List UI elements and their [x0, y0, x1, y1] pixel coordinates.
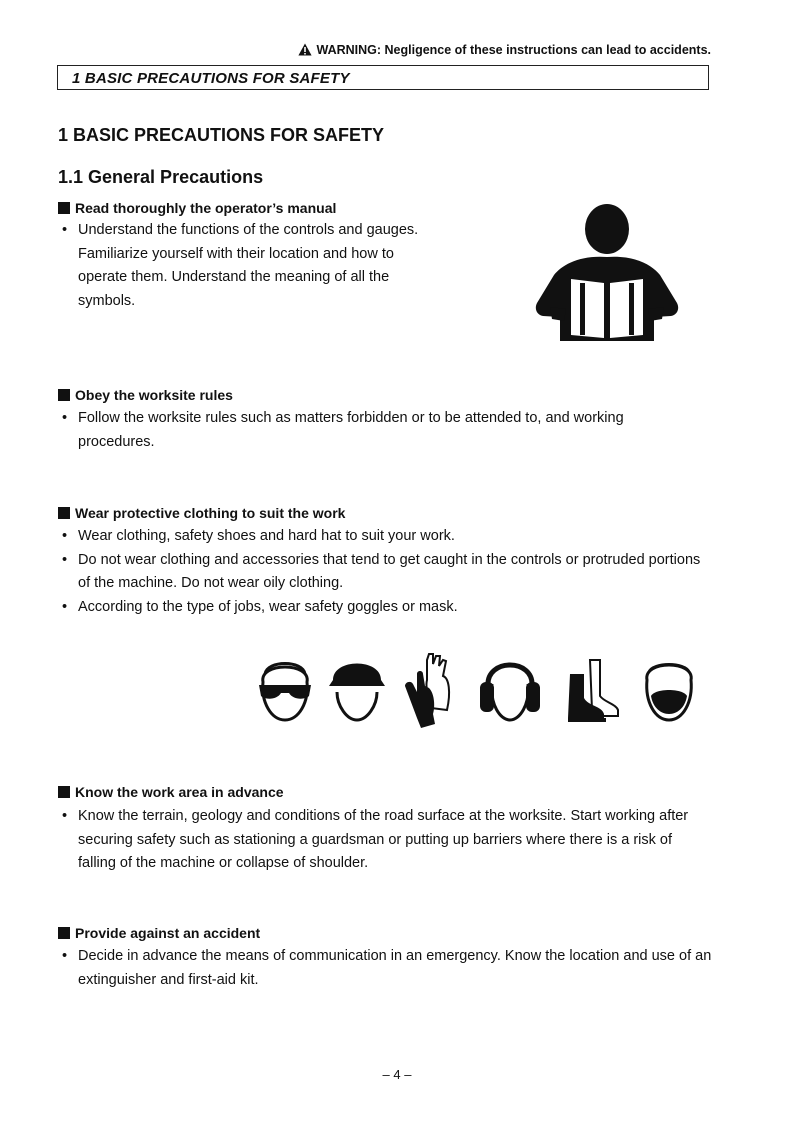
bullet-list-read-manual [62, 219, 432, 313]
subsection-title: 1.1 General Precautions [58, 167, 264, 187]
list-item: • Know the terrain, geology and conditions of the road surface at the worksite. Start working after securing safety such as stationing a guardsman or putting up barriers where there is a risk of falling of the machine or collapse of shoulder. [62, 805, 702, 876]
page-number: – 4 – [382, 1067, 412, 1082]
warning-notice [298, 43, 711, 57]
section-title-protective-clothing: Wear protective clothing to suit the work [58, 505, 345, 521]
list-item: • Follow the worksite rules such as matters forbidden or to be attended to, and working procedures. [62, 407, 702, 454]
bullet-list-work-area [62, 805, 702, 876]
square-bullet-icon [58, 202, 70, 214]
safety-boots-icon [564, 652, 624, 724]
warning-triangle-icon [298, 43, 312, 56]
safety-gloves-icon [403, 652, 455, 728]
person-reading-manual-icon [534, 203, 680, 343]
list-item: • Understand the functions of the controls and gauges. Familiarize yourself with their location and how to operate them. Understand the meaning of all the symbols. [62, 219, 432, 313]
section-header-title: 1 BASIC PRECAUTIONS FOR SAFETY [72, 70, 350, 87]
ear-protection-icon [478, 652, 542, 724]
section-title-accident: Provide against an accident [58, 925, 260, 941]
square-bullet-icon [58, 786, 70, 798]
warning-text: WARNING: Negligence of these instructions can lead to accidents. [316, 43, 711, 57]
square-bullet-icon [58, 389, 70, 401]
dust-mask-icon [639, 652, 699, 724]
list-item: • According to the type of jobs, wear safety goggles or mask. [62, 596, 702, 620]
bullet-list-accident [62, 945, 714, 992]
section-header-box [57, 65, 709, 90]
list-item: • Do not wear clothing and accessories that tend to get caught in the controls or protruded portions of the machine. Do not wear oily clothing. [62, 549, 702, 596]
hard-hat-icon [327, 652, 387, 724]
page-title: 1 BASIC PRECAUTIONS FOR SAFETY [58, 125, 385, 145]
square-bullet-icon [58, 507, 70, 519]
bullet-list-worksite-rules [62, 407, 702, 454]
section-title-read-manual: Read thoroughly the operator’s manual [58, 200, 336, 216]
section-title-worksite-rules: Obey the worksite rules [58, 387, 233, 403]
section-title-work-area: Know the work area in advance [58, 784, 284, 800]
list-item: • Decide in advance the means of communication in an emergency. Know the location and use of an extinguisher and first-aid kit. [62, 945, 714, 992]
bullet-list-protective-clothing [62, 525, 702, 619]
square-bullet-icon [58, 927, 70, 939]
list-item: • Wear clothing, safety shoes and hard hat to suit your work. [62, 525, 702, 549]
safety-goggles-icon [255, 652, 315, 724]
